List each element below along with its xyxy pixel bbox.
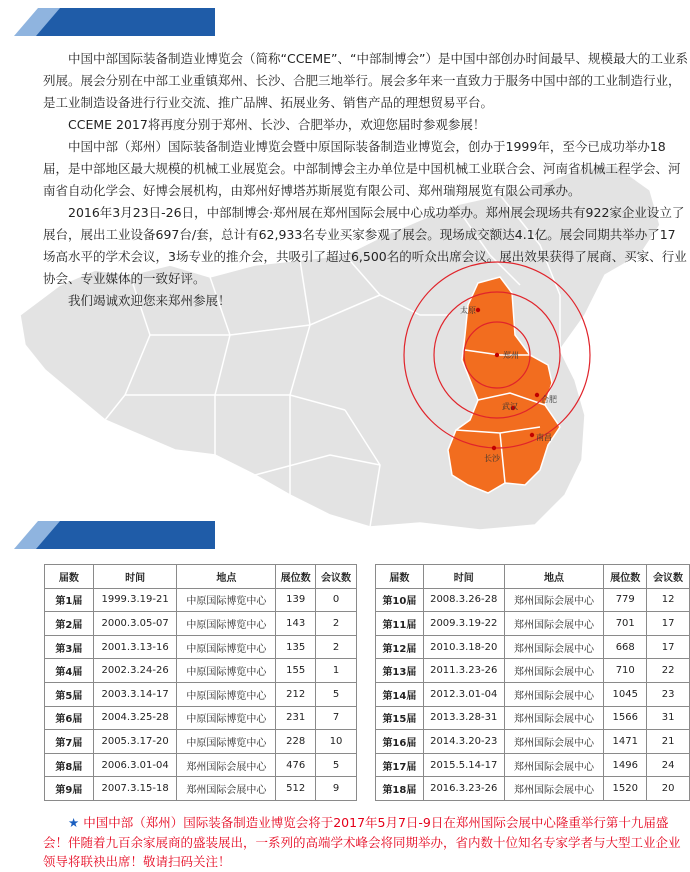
- cell-session: 第11届: [376, 612, 424, 636]
- cell-booths: 1045: [604, 682, 647, 706]
- table-row: [45, 682, 357, 706]
- cell-booths: 1471: [604, 730, 647, 754]
- table-row: [45, 706, 357, 730]
- cell-time: 2007.3.15-18: [93, 777, 177, 801]
- table-row: [376, 588, 690, 612]
- city-label: 郑州: [503, 351, 519, 360]
- cell-session: 第7届: [45, 730, 94, 754]
- cell-time: 2012.3.01-04: [423, 682, 504, 706]
- cell-venue: 郑州国际会展中心: [177, 753, 276, 777]
- cell-venue: 中原国际博览中心: [177, 659, 276, 683]
- cell-booths: 212: [276, 682, 316, 706]
- cell-session: 第10届: [376, 588, 424, 612]
- intro-text: [43, 48, 688, 312]
- cell-booths: 143: [276, 612, 316, 636]
- cell-session: 第17届: [376, 753, 424, 777]
- header-time: 时间: [423, 565, 504, 589]
- cell-venue: 郑州国际会展中心: [504, 682, 604, 706]
- cell-conferences: 12: [647, 588, 690, 612]
- table-header-row: [376, 565, 690, 589]
- cell-session: 第18届: [376, 777, 424, 801]
- table-row: [45, 777, 357, 801]
- cell-booths: 701: [604, 612, 647, 636]
- cell-booths: 668: [604, 635, 647, 659]
- table-row: [45, 588, 357, 612]
- cell-venue: 郑州国际会展中心: [504, 777, 604, 801]
- city-label: 太原: [460, 306, 476, 315]
- cell-time: 2001.3.13-16: [93, 635, 177, 659]
- cell-session: 第6届: [45, 706, 94, 730]
- cell-conferences: 10: [316, 730, 357, 754]
- cell-session: 第2届: [45, 612, 94, 636]
- cell-booths: 476: [276, 753, 316, 777]
- cell-conferences: 17: [647, 635, 690, 659]
- cell-time: 2011.3.23-26: [423, 659, 504, 683]
- cell-conferences: 1: [316, 659, 357, 683]
- table-row: [45, 635, 357, 659]
- cell-conferences: 31: [647, 706, 690, 730]
- cell-booths: 155: [276, 659, 316, 683]
- cell-conferences: 21: [647, 730, 690, 754]
- cell-conferences: 2: [316, 635, 357, 659]
- table-row: [376, 730, 690, 754]
- cell-conferences: 9: [316, 777, 357, 801]
- intro-paragraph: 我们竭诚欢迎您来郑州参展！: [68, 293, 231, 308]
- cell-session: 第8届: [45, 753, 94, 777]
- cell-booths: 139: [276, 588, 316, 612]
- cell-time: 2013.3.28-31: [423, 706, 504, 730]
- header-conferences: 会议数: [647, 565, 690, 589]
- top-banner: [0, 8, 215, 36]
- cell-conferences: 7: [316, 706, 357, 730]
- header-venue: 地点: [504, 565, 604, 589]
- table-row: [376, 753, 690, 777]
- cell-conferences: 5: [316, 682, 357, 706]
- table-row: [45, 753, 357, 777]
- cell-conferences: 24: [647, 753, 690, 777]
- exhibition-history-table-left: [44, 564, 357, 801]
- cell-session: 第9届: [45, 777, 94, 801]
- cell-time: 2014.3.20-23: [423, 730, 504, 754]
- table-row: [45, 659, 357, 683]
- table-row: [376, 706, 690, 730]
- table-row: [376, 682, 690, 706]
- cell-session: 第12届: [376, 635, 424, 659]
- cell-time: 2008.3.26-28: [423, 588, 504, 612]
- cell-booths: 512: [276, 777, 316, 801]
- cell-conferences: 5: [316, 753, 357, 777]
- city-label: 南昌: [536, 433, 552, 442]
- cell-venue: 中原国际博览中心: [177, 682, 276, 706]
- cell-session: 第15届: [376, 706, 424, 730]
- cell-time: 2006.3.01-04: [93, 753, 177, 777]
- cell-booths: 1520: [604, 777, 647, 801]
- cell-conferences: 0: [316, 588, 357, 612]
- header-conferences: 会议数: [316, 565, 357, 589]
- cell-conferences: 2: [316, 612, 357, 636]
- announcement-text: [43, 813, 688, 872]
- city-label: 合肥: [541, 395, 557, 404]
- cell-booths: 710: [604, 659, 647, 683]
- cell-venue: 郑州国际会展中心: [504, 706, 604, 730]
- cell-booths: 1566: [604, 706, 647, 730]
- cell-time: 2004.3.25-28: [93, 706, 177, 730]
- announcement-body: 中国中部（郑州）国际装备制造业博览会将于2017年5月7日-9日在郑州国际会展中心隆重举行第十九届盛会！伴随着九百余家展商的盛装展出，一系列的高端学术峰会将同期举办，省内数十位知名专家学者与大型工业企业领导将联袂出席！敬请扫码关注！: [43, 815, 681, 869]
- cell-time: 2003.3.14-17: [93, 682, 177, 706]
- cell-time: 2016.3.23-26: [423, 777, 504, 801]
- cell-venue: 郑州国际会展中心: [504, 659, 604, 683]
- cell-conferences: 20: [647, 777, 690, 801]
- table-row: [376, 612, 690, 636]
- table-header-row: [45, 565, 357, 589]
- star-icon: ★: [68, 815, 80, 830]
- cell-session: 第3届: [45, 635, 94, 659]
- cell-time: 2015.5.14-17: [423, 753, 504, 777]
- header-booths: 展位数: [276, 565, 316, 589]
- cell-booths: 228: [276, 730, 316, 754]
- cell-venue: 中原国际博览中心: [177, 706, 276, 730]
- table-row: [376, 635, 690, 659]
- header-venue: 地点: [177, 565, 276, 589]
- cell-venue: 郑州国际会展中心: [177, 777, 276, 801]
- cell-venue: 郑州国际会展中心: [504, 635, 604, 659]
- cell-venue: 中原国际博览中心: [177, 730, 276, 754]
- cell-venue: 中原国际博览中心: [177, 588, 276, 612]
- cell-session: 第1届: [45, 588, 94, 612]
- cell-venue: 郑州国际会展中心: [504, 588, 604, 612]
- city-label: 武汉: [502, 402, 518, 411]
- intro-paragraph: CCEME 2017将再度分别于郑州、长沙、合肥举办，欢迎您届时参观参展！: [68, 117, 486, 132]
- cell-session: 第14届: [376, 682, 424, 706]
- cell-session: 第4届: [45, 659, 94, 683]
- cell-venue: 郑州国际会展中心: [504, 753, 604, 777]
- cell-time: 2002.3.24-26: [93, 659, 177, 683]
- cell-booths: 135: [276, 635, 316, 659]
- cell-session: 第13届: [376, 659, 424, 683]
- cell-booths: 1496: [604, 753, 647, 777]
- cell-booths: 779: [604, 588, 647, 612]
- cell-conferences: 23: [647, 682, 690, 706]
- cell-venue: 中原国际博览中心: [177, 612, 276, 636]
- intro-paragraph: 中国中部（郑州）国际装备制造业博览会暨中原国际装备制造业博览会，创办于1999年，至今已成功举办18届，是中部地区最大规模的机械工业展览会。中部制博会主办单位是中国机械工业联合会、河南省机械工程学会、河南省自动化学会、好博会展机构，由郑州好博塔苏斯展览有限公司、郑州瑞翔展览有限公司承办。: [43, 139, 681, 198]
- table-row: [376, 659, 690, 683]
- header-session: 届数: [376, 565, 424, 589]
- cell-venue: 郑州国际会展中心: [504, 730, 604, 754]
- city-label: 长沙: [484, 454, 500, 463]
- table-row: [45, 730, 357, 754]
- header-booths: 展位数: [604, 565, 647, 589]
- cell-conferences: 22: [647, 659, 690, 683]
- cell-venue: 中原国际博览中心: [177, 635, 276, 659]
- cell-time: 2010.3.18-20: [423, 635, 504, 659]
- cell-session: 第5届: [45, 682, 94, 706]
- cell-time: 1999.3.19-21: [93, 588, 177, 612]
- intro-paragraph: 中国中部国际装备制造业博览会（简称“CCEME”、“中部制博会”）是中国中部创办时间最早、规模最大的工业系列展。展会分别在中部工业重镇郑州、长沙、合肥三地举行。展会多年来一直致力于服务中国中部的工业制造行业，是工业制造设备进行行业交流、推广品牌、拓展业务、销售产品的理想贸易平台。: [43, 51, 688, 110]
- cell-session: 第16届: [376, 730, 424, 754]
- table-row: [376, 777, 690, 801]
- cell-time: 2000.3.05-07: [93, 612, 177, 636]
- cell-conferences: 17: [647, 612, 690, 636]
- intro-paragraph: 2016年3月23日-26日，中部制博会·郑州展在郑州国际会展中心成功举办。郑州展会现场共有922家企业设立了展台，展出工业设备697台/套，总计有62,933名专业买家参观了展会。现场成交额达4.1亿。展会同期共举办了17场高水平的学术会议，3场专业的推介会，共吸引了超过6,500名的听众出席会议。展出效果获得了展商、买家、行业协会、专业媒体的一致好评。: [43, 205, 687, 286]
- header-time: 时间: [93, 565, 177, 589]
- header-session: 届数: [45, 565, 94, 589]
- exhibition-history-table-right: [375, 564, 690, 801]
- table-row: [45, 612, 357, 636]
- cell-time: 2009.3.19-22: [423, 612, 504, 636]
- cell-time: 2005.3.17-20: [93, 730, 177, 754]
- cell-venue: 郑州国际会展中心: [504, 612, 604, 636]
- cell-booths: 231: [276, 706, 316, 730]
